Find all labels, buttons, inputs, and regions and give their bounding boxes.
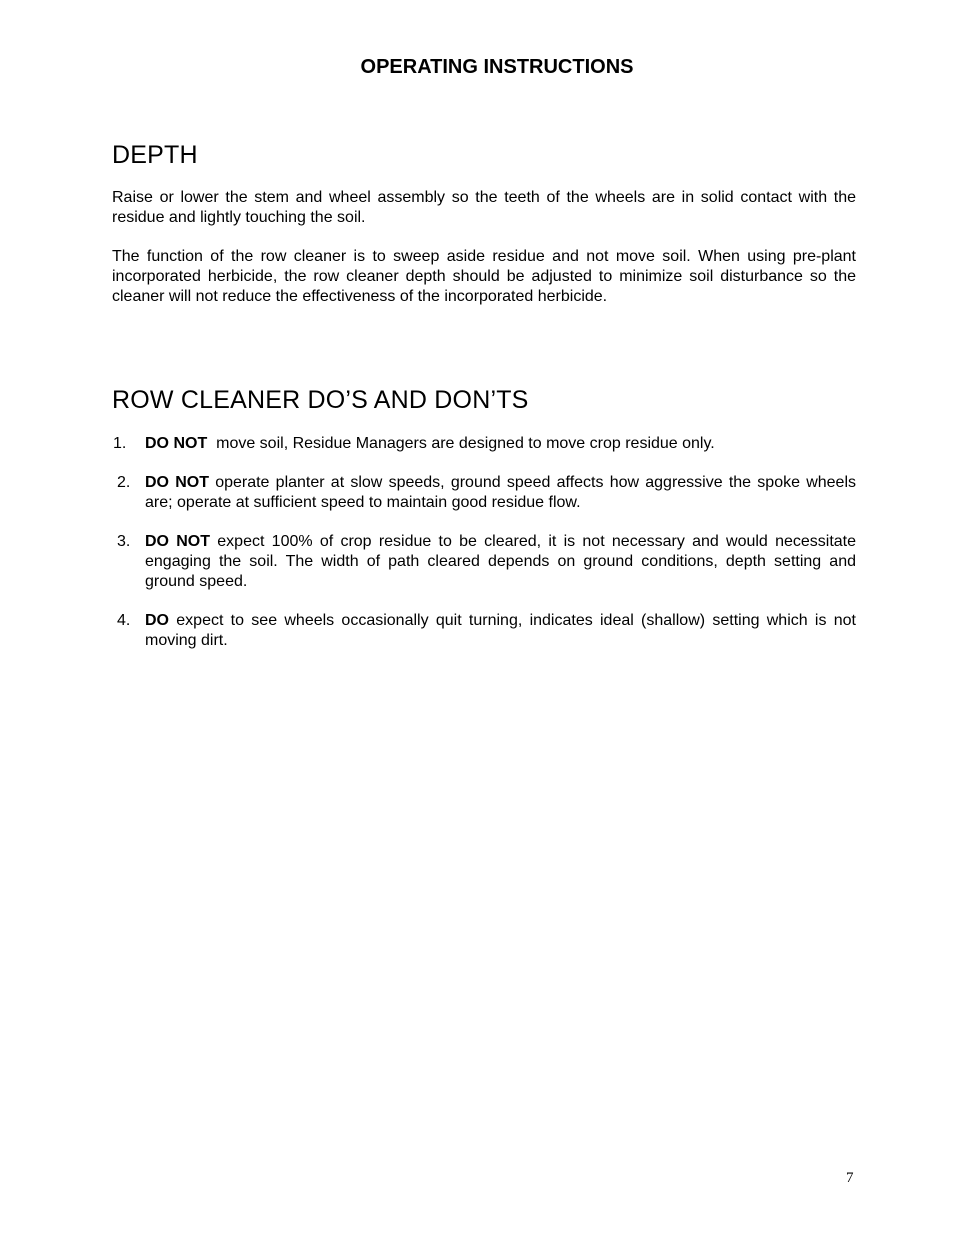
item-number: 4. — [117, 612, 131, 629]
item-text: move soil, Residue Managers are designed to move crop residue only. — [207, 435, 715, 452]
item-text: expect 100% of crop residue to be cleared, it is not necessary and would necessitate engaging the soil. The width of path cleared depends on ground conditions, depth setting and ground speed. — [145, 533, 857, 590]
page-number: 7 — [846, 1170, 854, 1186]
list-item — [112, 473, 856, 513]
item-lead: DO — [145, 612, 169, 629]
page-title: OPERATING INSTRUCTIONS — [360, 56, 634, 78]
list-item — [112, 611, 856, 651]
item-text: operate planter at slow speeds, ground speed affects how aggressive the spoke wheels are; operate at sufficient speed to maintain good residue flow. — [145, 474, 857, 511]
item-number: 3. — [117, 533, 131, 550]
dos-donts-heading: ROW CLEANER DO’S AND DON’TS — [112, 386, 529, 414]
depth-paragraph: Raise or lower the stem and wheel assembly so the teeth of the wheels are in solid contact with the residue and lightly touching the soil. — [112, 189, 856, 226]
dos-donts-list — [112, 434, 856, 670]
item-lead: DO NOT — [145, 533, 211, 550]
depth-heading: DEPTH — [112, 141, 198, 169]
item-number: 2. — [117, 474, 131, 491]
item-text: expect to see wheels occasionally quit turning, indicates ideal (shallow) setting which is not moving dirt. — [145, 612, 856, 649]
list-item — [112, 434, 856, 454]
item-lead: DO NOT — [145, 474, 209, 491]
item-number: 1. — [113, 435, 127, 452]
depth-paragraph: The function of the row cleaner is to sweep aside residue and not move soil. When using pre-plant incorporated herbicide, the row cleaner depth should be adjusted to minimize soil disturbance so the cleaner will not reduce the effectiveness of the incorporated herbicide. — [112, 248, 856, 305]
item-lead: DO NOT — [145, 435, 208, 452]
list-item — [112, 532, 856, 592]
